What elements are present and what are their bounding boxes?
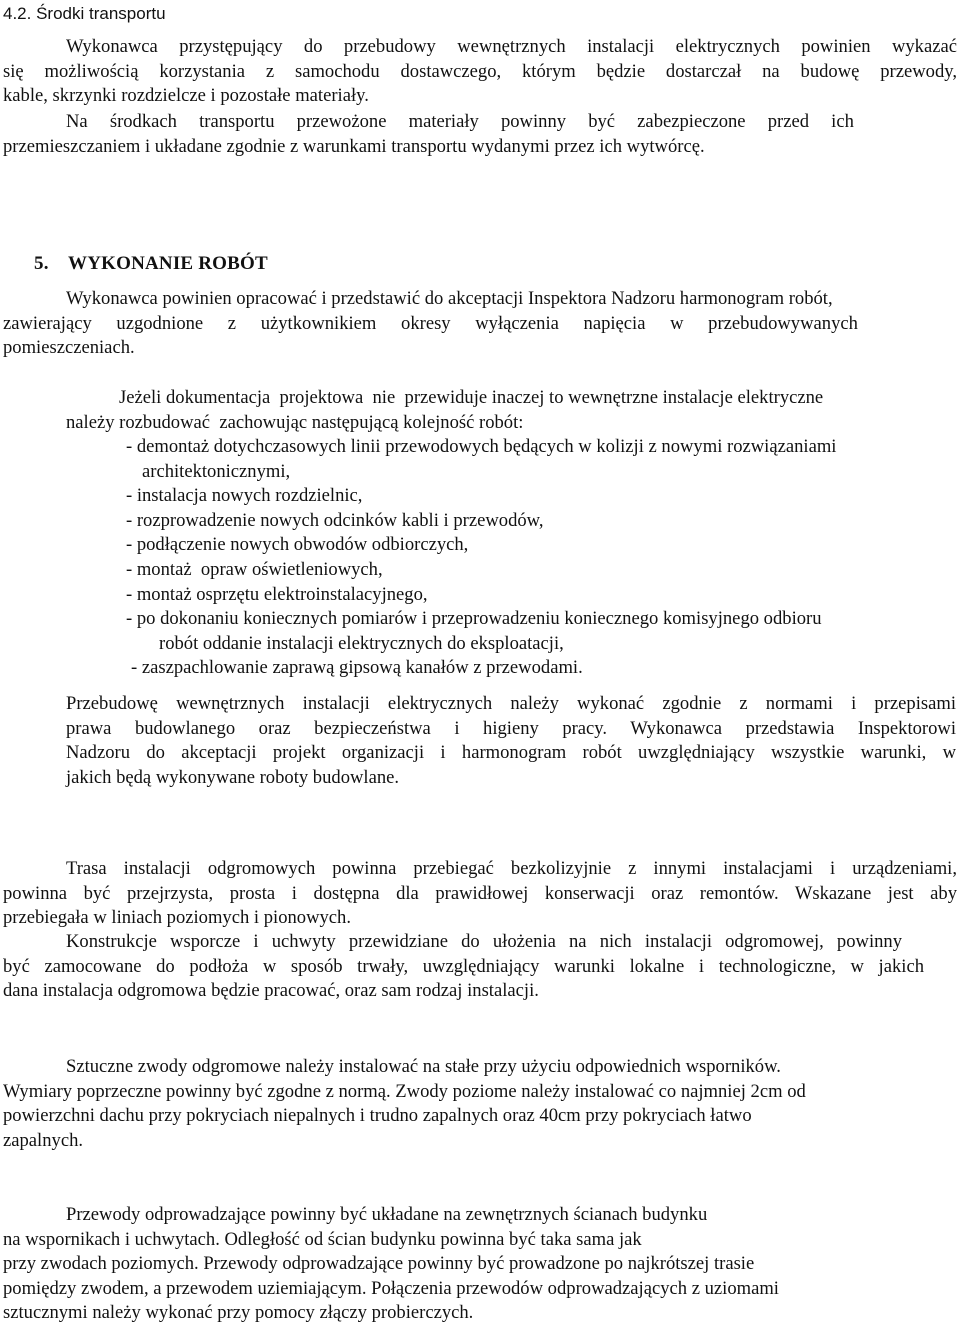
text-line: zapalnych. — [3, 1129, 84, 1151]
paragraph-works-order — [3, 386, 957, 435]
section-number: 5. — [34, 253, 49, 274]
section-heading-transport: 4.2. Środki transportu — [3, 4, 166, 23]
text-line: zawierający uzgodnione z użytkownikiem okresy wyłączenia napięcia w przebudowywanych — [3, 312, 858, 334]
paragraph-transport-materials — [3, 110, 957, 159]
text-line: pomieszczeniach. — [3, 337, 135, 359]
text-line: jakich będą wykonywane roboty budowlane. — [66, 766, 400, 788]
paragraph-lightning-down-conductors — [3, 1203, 957, 1326]
paragraph-lightning-route — [3, 857, 957, 931]
text-line: przy zwodach poziomych. Przewody odprowadzające powinny być prowadzone po najkrótszej trasie — [3, 1253, 755, 1275]
text-line: przebiegała w liniach poziomych i pionowych. — [3, 907, 352, 929]
text-line: dana instalacja odgromowa będzie pracować, oraz sam rodzaj instalacji. — [3, 980, 539, 1002]
paragraph-lightning-air-terminals — [3, 1055, 957, 1153]
text-line: na wspornikach i uchwytach. Odległość od ścian budynku powinna być taka sama jak — [3, 1228, 642, 1250]
paragraph-transport-vehicle — [3, 35, 957, 109]
section-heading-works — [34, 252, 268, 277]
list-item: - zaszpachlowanie zaprawą gipsową kanałów z przewodami. — [131, 657, 583, 679]
text-line: Wykonawca powinien opracować i przedstawić do akceptacji Inspektora Nadzoru harmonogram robót, — [66, 288, 833, 309]
list-item: - po dokonaniu koniecznych pomiarów i przeprowadzeniu koniecznego komisyjnego odbioru — [126, 608, 822, 630]
text-line: powierzchni dachu przy pokryciach niepalnych i trudno zapalnych oraz 40cm przy pokryciach łatwo — [3, 1105, 752, 1127]
text-line: kable, skrzynki rozdzielcze i pozostałe materiały. — [3, 85, 369, 107]
text-line: być zamocowane do podłoża w sposób trwały, uwzględniający warunki lokalne i technologiczne, w jakich — [3, 955, 924, 977]
list-item: architektonicznymi, — [142, 460, 291, 482]
text-line: Trasa instalacji odgromowych powinna przebiegać bezkolizyjnie z innymi instalacjami i urządzeniami, — [66, 858, 957, 879]
text-line: Przewody odprowadzające powinny być układane na zewnętrznych ścianach budynku — [66, 1204, 708, 1225]
paragraph-rebuild-rules — [66, 692, 956, 790]
text-line: pomiędzy zwodem, a przewodem uziemiającym. Połączenia przewodów odprowadzających z uziomami — [3, 1277, 779, 1299]
text-line: prawa budowlanego oraz bezpieczeństwa i higieny pracy. Wykonawca przedstawia Inspektorowi — [66, 717, 956, 739]
list-item: robót oddanie instalacji elektrycznych do eksploatacji, — [159, 632, 564, 654]
list-item: - montaż opraw oświetleniowych, — [126, 558, 383, 580]
list-item: - demontaż dotychczasowych linii przewodowych będących w kolizji z nowymi rozwiązaniami — [126, 436, 837, 457]
text-line: Na środkach transportu przewożone materiały powinny być zabezpieczone przed ich — [66, 111, 854, 132]
list-item: - podłączenie nowych obwodów odbiorczych, — [126, 534, 469, 556]
text-line: Wymiary poprzeczne powinny być zgodne z normą. Zwody poziome należy instalować co najmniej 2cm od — [3, 1080, 806, 1102]
text-line: sztucznymi należy wykonać przy pomocy złączy probierczych. — [3, 1302, 474, 1324]
text-line: Wykonawca przystępujący do przebudowy wewnętrznych instalacji elektrycznych powinien wykazać — [66, 36, 957, 57]
text-line: należy rozbudować zachowując następującą kolejność robót: — [66, 411, 524, 433]
text-line: Konstrukcje wsporcze i uchwyty przewidziane do ułożenia na nich instalacji odgromowej, powinny — [66, 931, 902, 952]
paragraph-lightning-supports — [3, 930, 957, 1004]
text-line: Przebudowę wewnętrznych instalacji elektrycznych należy wykonać zgodnie z normami i przepisami — [66, 693, 956, 714]
text-line: Sztuczne zwody odgromowe należy instalować na stałe przy użyciu odpowiednich wsporników. — [66, 1056, 781, 1077]
text-line: przemieszczaniem i układane zgodnie z warunkami transportu wydanymi przez ich wytwórcę. — [3, 135, 705, 157]
paragraph-works-schedule — [3, 287, 957, 361]
section-title: WYKONANIE ROBÓT — [68, 253, 268, 274]
text-line: się możliwością korzystania z samochodu dostawczego, którym będzie dostarczał na budowę przewody, — [3, 60, 957, 82]
list-item: - instalacja nowych rozdzielnic, — [126, 485, 363, 507]
text-line: powinna być przejrzysta, prosta i dostępna dla prawidłowej konserwacji oraz remontów. Wskazane jest aby — [3, 882, 957, 904]
text-line: Jeżeli dokumentacja projektowa nie przewiduje inaczej to wewnętrzne instalacje elektryczne — [119, 387, 824, 408]
list-item: - montaż osprzętu elektroinstalacyjnego, — [126, 583, 428, 605]
list-item: - rozprowadzenie nowych odcinków kabli i przewodów, — [126, 509, 544, 531]
text-line: Nadzoru do akceptacji projekt organizacji i harmonogram robót uwzględniający wszystkie warunki, w — [66, 742, 956, 764]
works-order-list — [3, 435, 957, 681]
